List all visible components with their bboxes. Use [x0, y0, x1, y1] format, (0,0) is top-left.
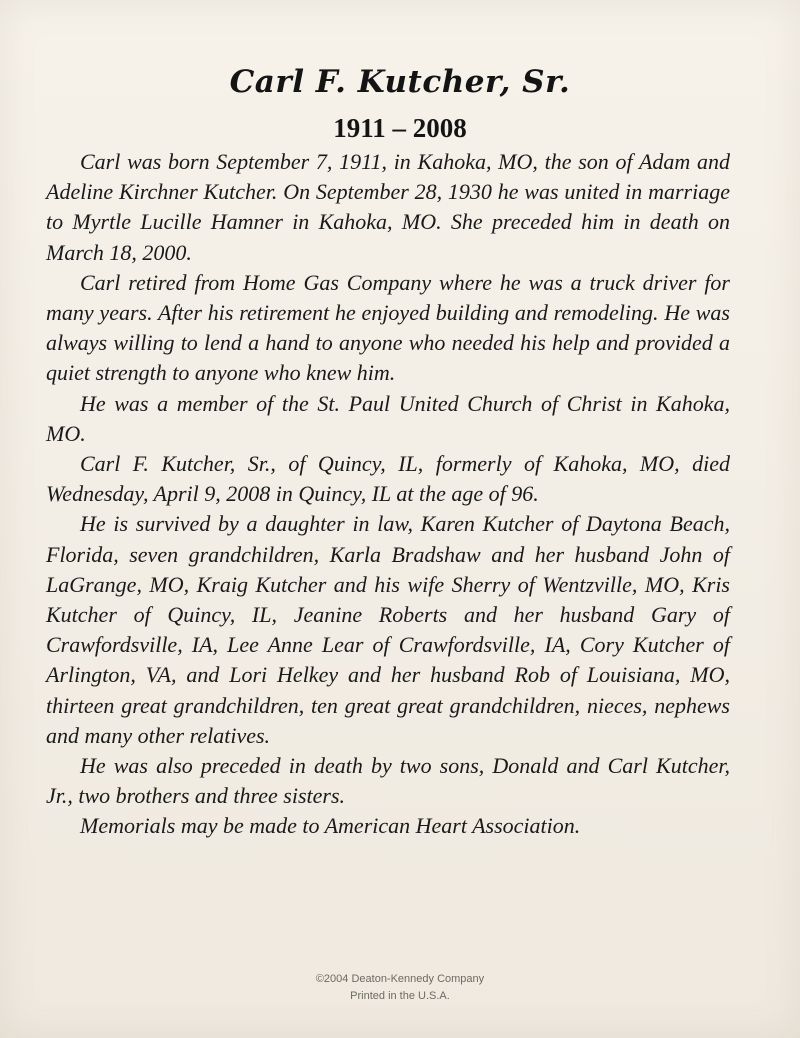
copyright-line: ©2004 Deaton-Kennedy Company	[315, 973, 485, 985]
paragraph-birth-marriage: Carl was born September 7, 1911, in Kahoka, MO, the son of Adam and Adeline Kirchner Kutcher. On September 28, 1930 he was united in marriage to Myrtle Lucille Hamner in Kahoka, MO. She preceded him in death on March 18, 2000.	[46, 149, 730, 265]
paragraph-death: Carl F. Kutcher, Sr., of Quincy, IL, formerly of Kahoka, MO, died Wednesday, April 9, 2008 in Quincy, IL at the age of 96.	[46, 451, 730, 507]
paragraph-church: He was a member of the St. Paul United Church of Christ in Kahoka, MO.	[46, 390, 730, 446]
printed-line: Printed in the U.S.A.	[350, 990, 450, 1002]
paragraph-preceded: He was also preceded in death by two sons, Donald and Carl Kutcher, Jr., two brothers and three sisters.	[46, 753, 730, 809]
obituary-text	[46, 147, 730, 842]
deceased-name: Carl F. Kutcher, Sr.	[229, 64, 571, 100]
paragraph-survivors: He is survived by a daughter in law, Karen Kutcher of Daytona Beach, Florida, seven grandchildren, Karla Bradshaw and her husband John of LaGrange, MO, Kraig Kutcher and his wife Sherry of Wentzville, MO, Kris Kutcher of Quincy, IL, Jeanine Roberts and her husband Gary of Crawfordsville, IA, Lee Anne Lear of Crawfordsville, IA, Cory Kutcher of Arlington, VA, and Lori Helkey and her husband Rob of Louisiana, MO, thirteen great grandchildren, ten great great grandchildren, nieces, nephews and many other relatives.	[46, 511, 730, 748]
printer-footer	[0, 971, 800, 1005]
paragraph-memorials: Memorials may be made to American Heart Association.	[80, 813, 581, 839]
life-years: 1911 – 2008	[333, 113, 467, 143]
paragraph-career: Carl retired from Home Gas Company where he was a truck driver for many years. After his retirement he enjoyed building and remodeling. He was always willing to lend a hand to anyone who needed his help and provided a quiet strength to anyone who knew him.	[46, 269, 730, 386]
